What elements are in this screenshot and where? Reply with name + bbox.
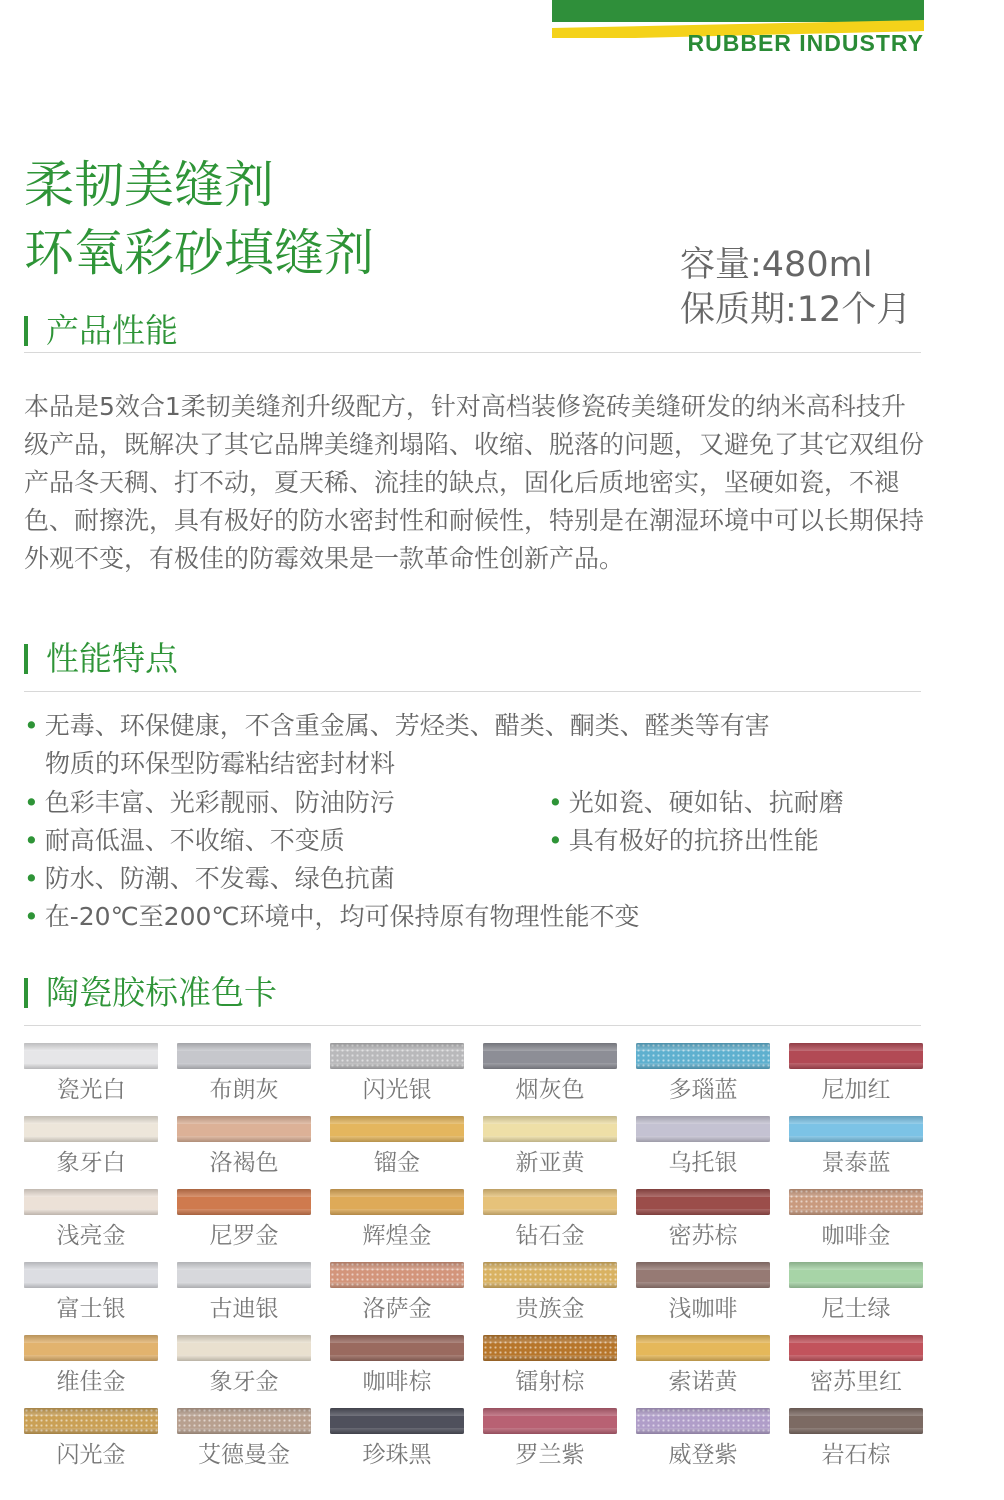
color-swatch-item [177,1116,311,1188]
color-swatch-item [24,1335,158,1407]
color-swatch-item [24,1408,158,1480]
color-swatch [483,1408,617,1434]
color-swatch [24,1116,158,1142]
color-swatch-item [24,1262,158,1334]
color-swatch [789,1116,923,1142]
color-name: 象牙金 [209,1369,279,1395]
color-swatch-item [177,1189,311,1261]
feature-item: • 防水、防潮、不发霉、绿色抗菌 [24,864,395,893]
color-swatch-item [24,1189,158,1261]
color-swatch [24,1262,158,1288]
color-swatch-item [636,1043,770,1115]
color-swatch-item [483,1262,617,1334]
color-swatch [636,1116,770,1142]
section-marker [24,316,28,346]
color-name: 维佳金 [56,1369,126,1395]
section-marker [24,978,28,1008]
color-swatch [636,1262,770,1288]
color-name: 新亚黄 [515,1150,585,1176]
color-swatch-item [177,1262,311,1334]
color-swatch-item [483,1189,617,1261]
color-swatch [636,1408,770,1434]
color-name: 象牙白 [56,1150,126,1176]
color-swatch [177,1408,311,1434]
color-name: 布朗灰 [209,1077,279,1103]
color-swatch-item [177,1043,311,1115]
feature-item: • 在-20℃至200℃环境中，均可保持原有物理性能不变 [24,902,640,931]
color-name: 罗兰紫 [515,1442,585,1468]
color-swatch-item [636,1335,770,1407]
color-name: 密苏棕 [668,1223,738,1249]
color-swatch [483,1116,617,1142]
color-swatch [330,1189,464,1215]
color-swatch-item [483,1116,617,1188]
brand-logo [552,0,932,70]
color-swatch-item [789,1262,923,1334]
color-swatch [330,1335,464,1361]
color-name: 咖啡金 [821,1223,891,1249]
color-swatch [177,1116,311,1142]
color-swatch-item [483,1335,617,1407]
color-swatch [24,1043,158,1069]
color-swatch [330,1408,464,1434]
feature-item: • 光如瓷、硬如钻、抗耐磨 [548,788,844,817]
color-swatch [636,1335,770,1361]
color-name: 浅亮金 [56,1223,126,1249]
color-swatch [483,1262,617,1288]
color-swatch [24,1189,158,1215]
color-swatch-item [483,1408,617,1480]
color-swatch-item [330,1189,464,1261]
color-swatch-item [330,1043,464,1115]
feature-item: • 耐高低温、不收缩、不变质 [24,826,345,855]
section-features [24,636,921,692]
product-title-line1: 柔韧美缝剂 [24,156,274,214]
color-swatch [177,1262,311,1288]
color-name: 岩石棕 [821,1442,891,1468]
color-name: 艾德曼金 [198,1442,290,1468]
color-swatch [330,1116,464,1142]
color-swatch-item [177,1408,311,1480]
section-color-card [24,970,921,1026]
color-swatch [789,1262,923,1288]
color-swatch-item [24,1043,158,1115]
color-swatch-item [24,1116,158,1188]
capacity-text: 容量:480ml [680,245,873,285]
product-title-line2: 环氧彩砂填缝剂 [24,224,374,282]
logo-text: RUBBER INDUSTRY [687,30,924,56]
color-swatch-item [330,1408,464,1480]
color-swatch [789,1043,923,1069]
feature-item: • 无毒、环保健康，不含重金属、芳烃类、醋类、酮类、醛类等有害 [24,711,770,740]
color-name: 镭射棕 [515,1369,585,1395]
color-swatch [483,1189,617,1215]
color-swatch-item [330,1116,464,1188]
color-swatch [789,1335,923,1361]
color-swatch [483,1043,617,1069]
color-name: 密苏里红 [810,1369,902,1395]
color-swatch [177,1189,311,1215]
section-title: 产品性能 [46,311,178,350]
color-name: 景泰蓝 [821,1150,891,1176]
feature-item: • 具有极好的抗挤出性能 [548,826,819,855]
color-name: 烟灰色 [515,1077,585,1103]
color-name: 瓷光白 [56,1077,126,1103]
color-name: 钻石金 [515,1223,585,1249]
color-swatch-item [636,1262,770,1334]
color-swatch-item [636,1116,770,1188]
color-swatch [636,1043,770,1069]
color-name: 洛褐色 [209,1150,279,1176]
color-name: 多瑙蓝 [668,1077,738,1103]
color-name: 闪光银 [362,1077,432,1103]
color-name: 富士银 [56,1296,126,1322]
color-swatch-item [177,1335,311,1407]
color-swatch-item [636,1189,770,1261]
color-swatch-item [636,1408,770,1480]
color-swatch [483,1335,617,1361]
color-swatch [789,1408,923,1434]
shelf-life-text: 保质期:12个月 [680,290,912,330]
color-swatch [24,1335,158,1361]
color-name: 洛萨金 [362,1296,432,1322]
section-performance [24,312,921,353]
section-marker [24,644,28,674]
color-swatch-item [330,1262,464,1334]
color-name: 索诺黄 [668,1369,738,1395]
color-name: 辉煌金 [362,1223,432,1249]
feature-item: • 色彩丰富、光彩靓丽、防油防污 [24,788,395,817]
color-name: 珍珠黑 [362,1442,432,1468]
color-name: 乌托银 [668,1150,738,1176]
color-swatch [636,1189,770,1215]
color-swatch-item [330,1335,464,1407]
color-name: 镏金 [374,1150,420,1176]
color-name: 闪光金 [56,1442,126,1468]
color-swatch-item [789,1043,923,1115]
color-swatch-item [789,1408,923,1480]
color-name: 贵族金 [515,1296,585,1322]
color-name: 尼加红 [821,1077,891,1103]
performance-paragraph: 本品是5效合1柔韧美缝剂升级配方，针对高档装修瓷砖美缝研发的纳米高科技升级产品，既解决了其它品牌美缝剂塌陷、收缩、脱落的问题，又避免了其它双组份产品冬天稠、打不动，夏天稀、流挂的缺点，固化后质地密实，坚硬如瓷，不褪色、耐擦洗，具有极好的防水密封性和耐候性，特别是在潮湿环境中可以长期保持外观不变，有极佳的防霉效果是一款革命性创新产品。 [24,392,925,573]
color-swatch-item [483,1043,617,1115]
color-swatch-item [789,1116,923,1188]
section-title: 性能特点 [46,639,178,678]
color-swatch-item [789,1189,923,1261]
color-name: 尼罗金 [209,1223,279,1249]
color-swatch [24,1408,158,1434]
color-swatch [330,1043,464,1069]
color-name: 古迪银 [209,1296,279,1322]
color-swatch-item [789,1335,923,1407]
feature-item-continuation: 物质的环保型防霉粘结密封材料 [45,749,396,778]
color-name: 尼士绿 [821,1296,891,1322]
color-swatch [789,1189,923,1215]
color-swatch [177,1043,311,1069]
color-name: 浅咖啡 [668,1296,738,1322]
color-swatch [177,1335,311,1361]
color-name: 咖啡棕 [362,1369,432,1395]
color-name: 威登紫 [668,1442,738,1468]
section-title: 陶瓷胶标准色卡 [46,973,277,1012]
color-swatch [330,1262,464,1288]
